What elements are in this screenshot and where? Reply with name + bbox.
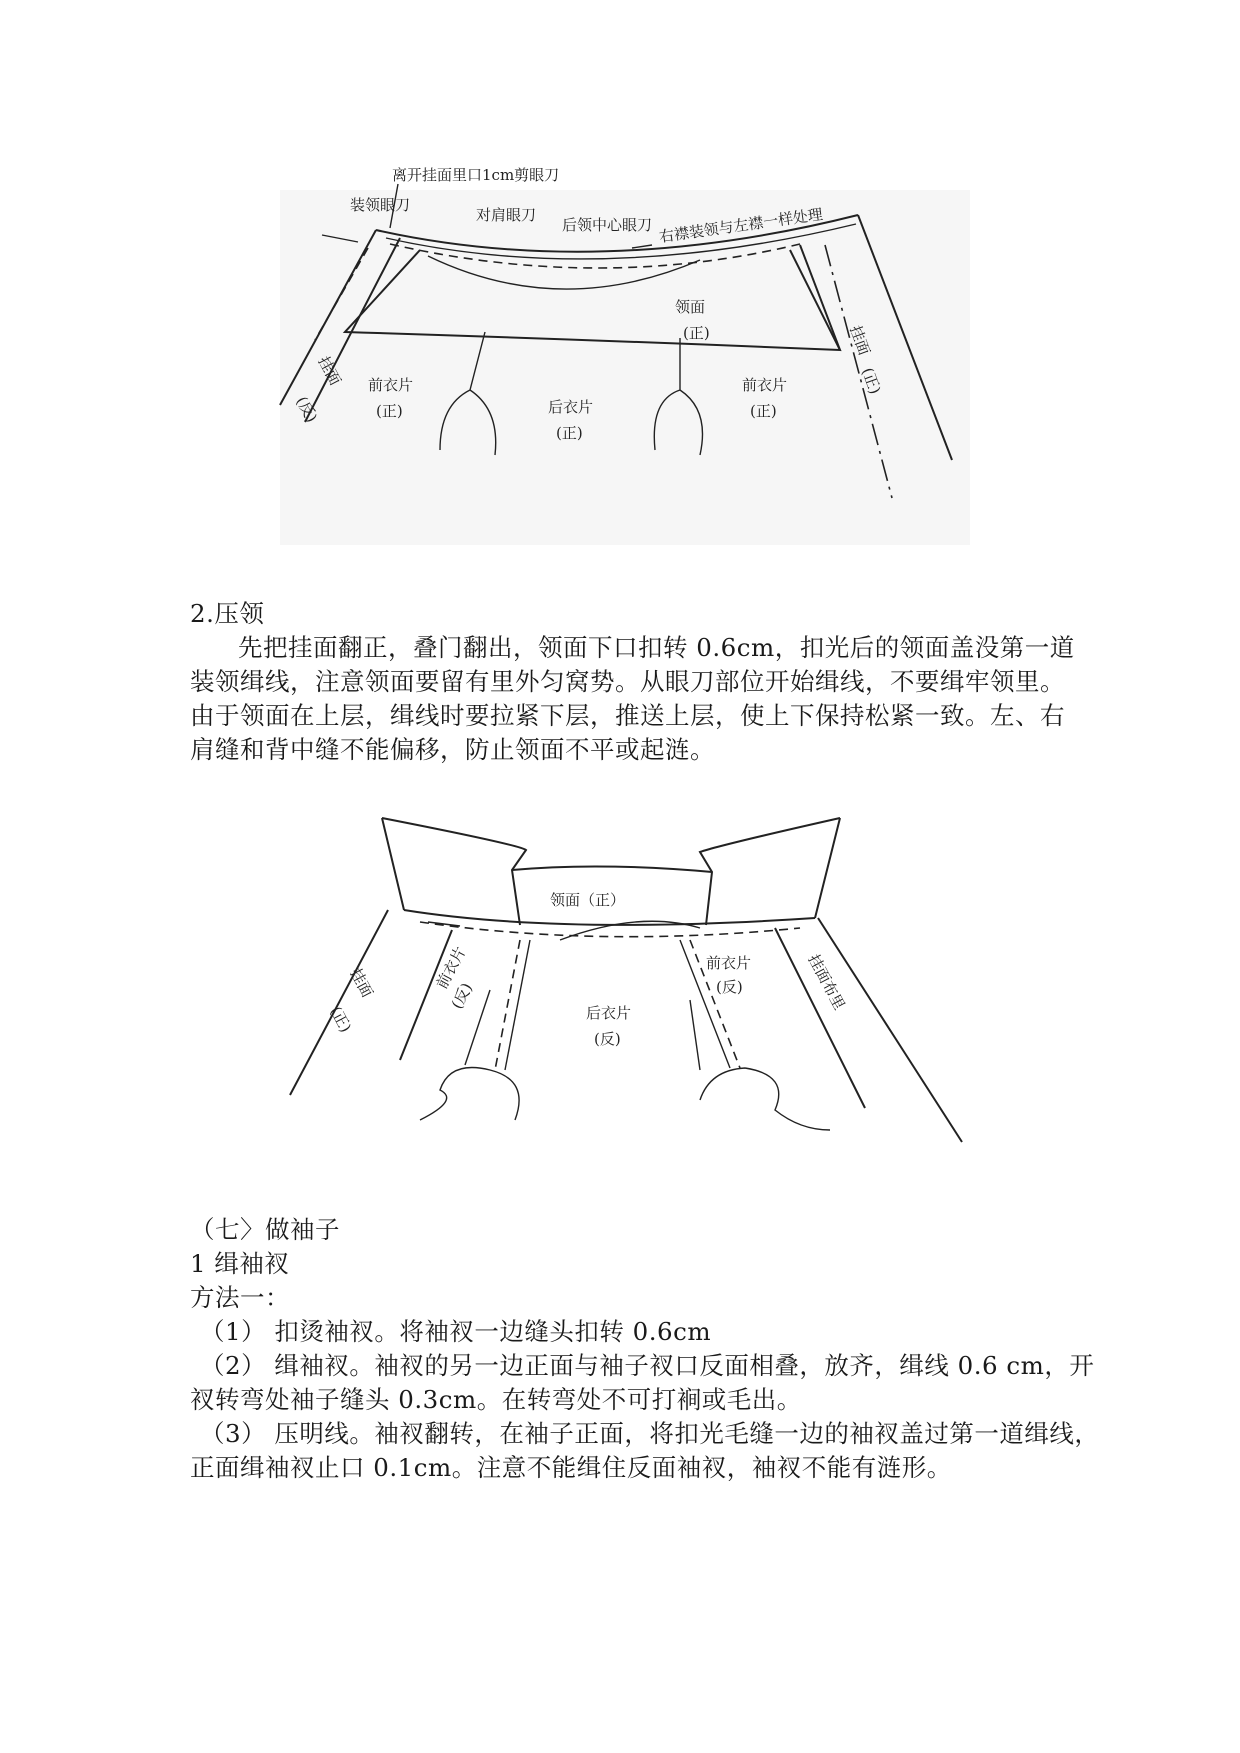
sub-heading: 1 缉袖衩	[190, 1249, 290, 1278]
label-back-center-notch: 后领中心眼刀	[562, 216, 653, 234]
step-line: （1） 扣烫袖衩。将袖衩一边缝头扣转 0.6cm	[200, 1317, 712, 1346]
step-line: 衩转弯处袖子缝头 0.3cm。在转弯处不可打裥或毛出。	[190, 1385, 802, 1414]
right-thread	[700, 1068, 830, 1130]
label-back-side: (反)	[594, 1030, 621, 1048]
collar-inner-top	[512, 866, 712, 872]
collar-press-diagram	[0, 800, 1240, 1200]
press-arrow	[428, 922, 460, 926]
method-label: 方法一：	[190, 1283, 290, 1312]
label-front-right: 前衣片	[742, 376, 788, 394]
label-front-right-side: (正)	[750, 402, 777, 420]
paragraph-line: 肩缝和背中缝不能偏移，防止领面不平或起涟。	[190, 735, 715, 764]
label-facing-right: 挂面	[846, 323, 874, 358]
label-facing-left: 挂面	[346, 965, 377, 1001]
section-heading: （七〉做袖子	[190, 1215, 340, 1244]
collar-attach-diagram	[0, 160, 1240, 550]
left-facing-edge	[290, 910, 388, 1095]
left-side-seam	[505, 940, 530, 1070]
label-facing-left: 挂面	[314, 353, 345, 389]
section-title: 2.压领	[190, 599, 265, 628]
step-line: （2） 缉袖衩。袖衩的另一边正面与袖子衩口反面相叠，放齐，缉线 0.6 cm，开	[200, 1351, 1095, 1380]
left-side-seam-stitch	[495, 940, 520, 1070]
left-thread	[420, 1068, 519, 1121]
label-back-side: (正)	[556, 424, 583, 442]
label-collar-notch: 装领眼刀	[350, 196, 411, 214]
label-shoulder-notch: 对肩眼刀	[476, 206, 537, 224]
step-line: 正面缉袖衩止口 0.1cm。注意不能缉住反面袖衩，袖衩不能有涟形。	[190, 1453, 952, 1482]
label-collar-side: (正)	[683, 324, 710, 342]
section-press-collar	[190, 597, 1075, 767]
section-make-sleeve	[190, 1213, 1100, 1485]
left-front-edge	[400, 930, 452, 1060]
paragraph-line: 由于领面在上层，缉线时要拉紧下层，推送上层，使上下保持松紧一致。左、右	[190, 701, 1065, 730]
label-front-left: 前衣片	[368, 376, 414, 394]
label-front-right: 前衣片	[706, 954, 752, 972]
label-back: 后衣片	[548, 398, 594, 416]
label-collar: 领面（正）	[550, 891, 626, 909]
paragraph-line: 先把挂面翻正，叠门翻出，领面下口扣转 0.6cm，扣光后的领面盖没第一道	[238, 633, 1075, 662]
label-front-left-side: (正)	[376, 402, 403, 420]
collar-lower-band	[404, 910, 815, 925]
label-front-left-side: (反)	[447, 979, 477, 1012]
label-front-right-side: (反)	[716, 978, 743, 996]
paragraph-line: 装领缉线，注意领面要留有里外匀窝势。从眼刀部位开始缉线，不要缉牢领里。	[190, 667, 1065, 696]
right-facing-edge	[818, 918, 962, 1142]
collar-right-flap	[700, 818, 840, 925]
label-back: 后衣片	[586, 1004, 632, 1022]
collar-right-edge	[815, 818, 840, 918]
step-line: （3） 压明线。袖衩翻转，在袖子正面，将扣光毛缝一边的袖衩盖过第一道缉线，	[200, 1419, 1100, 1448]
collar-left-edge	[382, 818, 404, 910]
label-facing-right: 挂面布里	[804, 951, 849, 1013]
label-front-left: 前衣片	[432, 943, 470, 992]
right-dart	[690, 1000, 700, 1070]
label-facing-left-side: (反)	[292, 393, 321, 426]
label-facing-left-side: (正)	[326, 1003, 355, 1036]
label-collar: 领面	[675, 298, 706, 316]
label-right-placket: 右襟装领与左襟一样处理	[658, 205, 824, 246]
label-top-note: 离开挂面里口1cm剪眼刀	[392, 166, 560, 184]
label-facing-right-side: (正)	[858, 365, 885, 397]
